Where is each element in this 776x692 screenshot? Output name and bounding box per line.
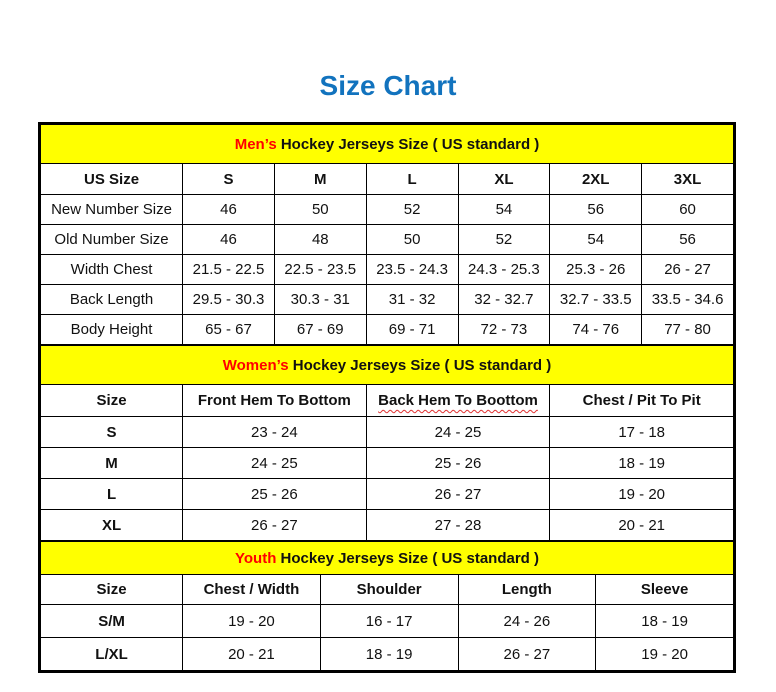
- size-value-cell: 72 - 73: [458, 315, 550, 345]
- size-value-cell: 18 - 19: [550, 448, 734, 479]
- size-value-cell: 54: [458, 195, 550, 225]
- womens-section-heading: [41, 346, 734, 385]
- youth-section-heading: [41, 542, 734, 575]
- column-header: S: [183, 164, 275, 195]
- table-row: [41, 417, 734, 448]
- row-label: Body Height: [41, 315, 183, 345]
- heading-rest-text: Hockey Jerseys Size ( US standard ): [276, 135, 540, 153]
- size-value-cell: 19 - 20: [183, 605, 321, 638]
- size-value-cell: 32.7 - 33.5: [550, 285, 642, 315]
- heading-accent-word: Women’s: [222, 356, 289, 374]
- size-value-cell: 18 - 19: [596, 605, 734, 638]
- size-value-cell: 32 - 32.7: [458, 285, 550, 315]
- mens-header-row: [41, 164, 734, 195]
- size-value-cell: 24.3 - 25.3: [458, 255, 550, 285]
- size-value-cell: 52: [458, 225, 550, 255]
- size-value-cell: 26 - 27: [183, 510, 367, 541]
- heading-rest-text: Hockey Jerseys Size ( US standard ): [276, 549, 539, 567]
- size-tables: [38, 122, 736, 673]
- mens-section-heading: [41, 125, 734, 164]
- size-value-cell: 56: [642, 225, 734, 255]
- size-value-cell: 19 - 20: [596, 638, 734, 671]
- size-value-cell: 67 - 69: [274, 315, 366, 345]
- row-label: L/XL: [41, 638, 183, 671]
- column-header: Chest / Width: [183, 575, 321, 605]
- heading-accent-word: Youth: [235, 549, 277, 567]
- size-value-cell: 31 - 32: [366, 285, 458, 315]
- table-row: [41, 225, 734, 255]
- womens-header-row: [41, 385, 734, 417]
- table-row: [41, 285, 734, 315]
- size-value-cell: 27 - 28: [366, 510, 550, 541]
- size-value-cell: 22.5 - 23.5: [274, 255, 366, 285]
- row-label: S: [41, 417, 183, 448]
- column-header: XL: [458, 164, 550, 195]
- column-header: Chest / Pit To Pit: [550, 385, 734, 417]
- column-header: Sleeve: [596, 575, 734, 605]
- table-row: [41, 315, 734, 345]
- size-value-cell: 77 - 80: [642, 315, 734, 345]
- size-value-cell: 46: [183, 225, 275, 255]
- size-value-cell: 65 - 67: [183, 315, 275, 345]
- womens-band-row: [41, 346, 734, 385]
- size-value-cell: 23 - 24: [183, 417, 367, 448]
- youth-header-row: [41, 575, 734, 605]
- mens-band-row: [41, 125, 734, 164]
- table-row: [41, 479, 734, 510]
- size-value-cell: 17 - 18: [550, 417, 734, 448]
- size-value-cell: 23.5 - 24.3: [366, 255, 458, 285]
- size-value-cell: 30.3 - 31: [274, 285, 366, 315]
- size-value-cell: 18 - 19: [320, 638, 458, 671]
- size-value-cell: 56: [550, 195, 642, 225]
- size-value-cell: 24 - 25: [366, 417, 550, 448]
- row-label: L: [41, 479, 183, 510]
- row-label: Width Chest: [41, 255, 183, 285]
- column-header: [366, 385, 550, 417]
- youth-size-table: [40, 541, 734, 671]
- size-value-cell: 33.5 - 34.6: [642, 285, 734, 315]
- size-value-cell: 69 - 71: [366, 315, 458, 345]
- size-value-cell: 46: [183, 195, 275, 225]
- size-value-cell: 19 - 20: [550, 479, 734, 510]
- table-row: [41, 195, 734, 225]
- size-value-cell: 25 - 26: [183, 479, 367, 510]
- row-label: Back Length: [41, 285, 183, 315]
- page-title: Size Chart: [319, 70, 457, 101]
- column-header: Size: [41, 385, 183, 417]
- heading-rest-text: Hockey Jerseys Size ( US standard ): [288, 356, 552, 374]
- size-value-cell: 54: [550, 225, 642, 255]
- column-header: M: [274, 164, 366, 195]
- table-row: [41, 448, 734, 479]
- column-header: 3XL: [642, 164, 734, 195]
- misspelled-column-header: Back Hem To Boottom: [378, 392, 538, 409]
- size-value-cell: 24 - 25: [183, 448, 367, 479]
- size-value-cell: 29.5 - 30.3: [183, 285, 275, 315]
- size-value-cell: 25.3 - 26: [550, 255, 642, 285]
- mens-size-table: [40, 124, 734, 345]
- row-label: M: [41, 448, 183, 479]
- column-header: Shoulder: [320, 575, 458, 605]
- size-value-cell: 74 - 76: [550, 315, 642, 345]
- size-value-cell: 50: [274, 195, 366, 225]
- size-value-cell: 26 - 27: [458, 638, 596, 671]
- heading-accent-word: Men’s: [234, 135, 277, 153]
- row-label: S/M: [41, 605, 183, 638]
- youth-band-row: [41, 542, 734, 575]
- table-row: [41, 605, 734, 638]
- table-row: [41, 510, 734, 541]
- table-row: [41, 255, 734, 285]
- column-header: Front Hem To Bottom: [183, 385, 367, 417]
- size-value-cell: 52: [366, 195, 458, 225]
- size-value-cell: 26 - 27: [642, 255, 734, 285]
- row-label: XL: [41, 510, 183, 541]
- size-value-cell: 60: [642, 195, 734, 225]
- column-header: 2XL: [550, 164, 642, 195]
- size-value-cell: 25 - 26: [366, 448, 550, 479]
- size-value-cell: 20 - 21: [183, 638, 321, 671]
- row-label: Old Number Size: [41, 225, 183, 255]
- womens-size-table: [40, 345, 734, 541]
- column-header: Size: [41, 575, 183, 605]
- size-value-cell: 16 - 17: [320, 605, 458, 638]
- size-value-cell: 20 - 21: [550, 510, 734, 541]
- column-header: L: [366, 164, 458, 195]
- row-label: New Number Size: [41, 195, 183, 225]
- size-value-cell: 26 - 27: [366, 479, 550, 510]
- size-value-cell: 21.5 - 22.5: [183, 255, 275, 285]
- table-row: [41, 638, 734, 671]
- column-header: US Size: [41, 164, 183, 195]
- size-value-cell: 50: [366, 225, 458, 255]
- column-header: Length: [458, 575, 596, 605]
- size-value-cell: 24 - 26: [458, 605, 596, 638]
- size-value-cell: 48: [274, 225, 366, 255]
